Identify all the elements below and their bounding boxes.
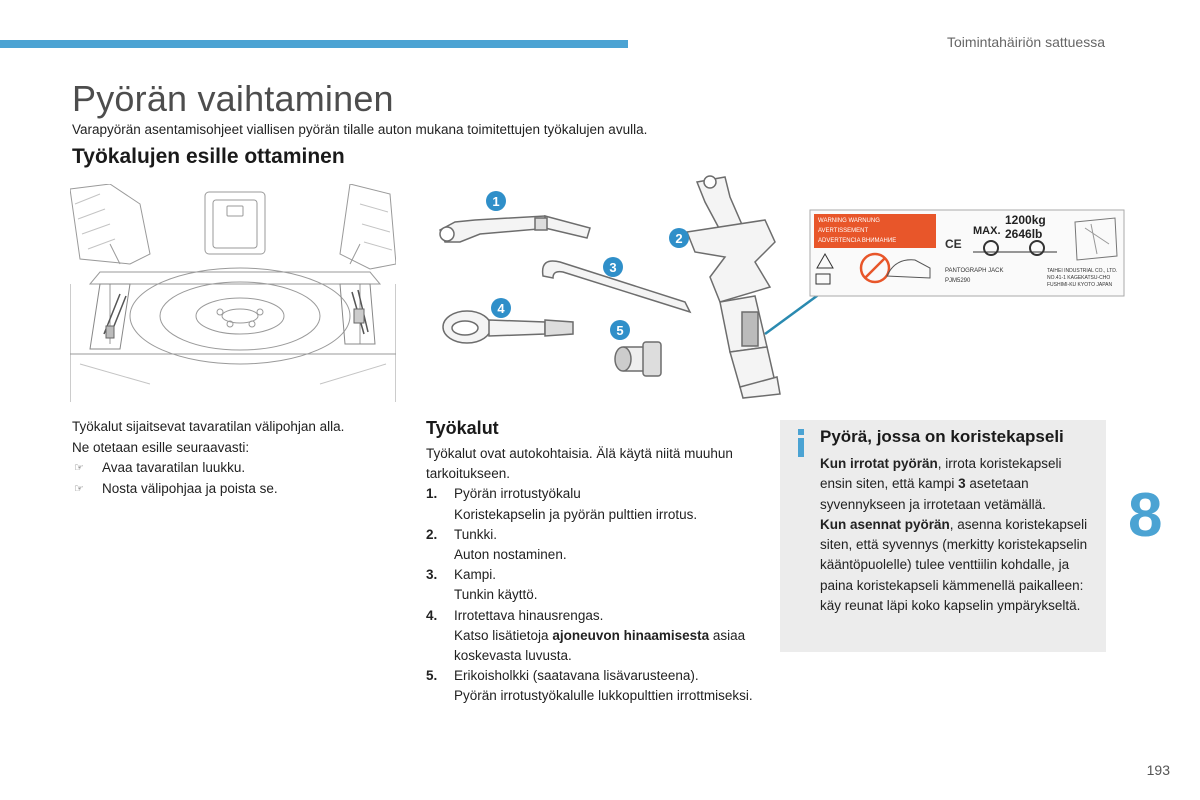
warning-line-2: AVERTISSEMENT (818, 228, 869, 234)
tool-number: 4. (426, 607, 438, 623)
tool-desc: Pyörän irrotustyökalulle lukkopulttien irrottmiseksi. (454, 688, 753, 704)
note-p1-bold: Kun irrotat pyörän (820, 456, 938, 471)
model-code: PJM5290 (945, 278, 971, 284)
tool-number: 3. (426, 567, 438, 583)
section-title: Työkalujen esille ottaminen (72, 145, 345, 168)
tool-item-2 (426, 525, 756, 565)
callout-3 (603, 257, 623, 277)
jack-label (810, 210, 1124, 296)
tool-desc-post: asiaa koskevasta luvusta. (454, 627, 746, 664)
svg-text:CE: CE (945, 237, 962, 251)
intro-text: Varapyörän asentamisohjeet viallisen pyörän tilalle auton mukana toimitettujen työkalujen avulla. (72, 122, 648, 137)
hand-pointer-icon: ☞ (74, 482, 84, 495)
callout-2 (669, 228, 689, 248)
warning-line-3: ADVERTENCIA BHИMAHИE (818, 238, 897, 244)
callout-label-4: 4 (497, 301, 505, 316)
tools-illustration (425, 172, 1135, 400)
tool-desc: Koristekapselin ja pyörän pulttien irrotus. (454, 506, 698, 522)
tools-section (426, 416, 756, 707)
max-kg: 1200kg (1005, 213, 1046, 227)
note-p2-text: , asenna koristekapseli siten, että syvennys (merkitty koristekapselin kääntöpuolelle) tulee venttiilin kohdalle, ja paina koristekapseli kämmenellä paikalleen: käy reunat läpi koko kapselin ympärykseltä. (820, 516, 1088, 614)
towing-chapter-link: ajoneuvon hinaamisesta (552, 627, 710, 643)
socket-drawing (615, 342, 661, 376)
towing-eye-drawing (443, 311, 573, 343)
tools-heading: Työkalut (426, 418, 499, 438)
page-title: Pyörän vaihtaminen (72, 78, 394, 119)
chapter-header: Toimintahäiriön sattuessa (947, 34, 1105, 50)
storage-instructions (72, 417, 392, 499)
jack-drawing (687, 176, 780, 398)
wheel-wrench-drawing (440, 216, 590, 242)
maker-line-3: FUSHIMI-KU KYOTO JAPAN (1047, 282, 1113, 288)
chapter-number: 8 (1128, 481, 1163, 550)
tools-intro: Työkalut ovat autokohtaisia. Älä käytä niitä muuhun tarkoitukseen. (426, 446, 733, 482)
callout-label-1: 1 (492, 194, 500, 209)
max-label: MAX. (973, 225, 1001, 237)
hand-pointer-icon: ☞ (74, 462, 84, 474)
note-p2-bold: Kun asennat pyörän (820, 516, 950, 532)
tool-item-1 (426, 484, 756, 524)
tool-name: Kampi. (454, 567, 497, 583)
bullet-item (72, 479, 392, 500)
note-heading: Pyörä, jossa on koristekapseli (820, 427, 1064, 446)
note-body (820, 454, 1096, 616)
page-number: 193 (1146, 762, 1170, 778)
callout-5 (610, 320, 630, 340)
tool-item-4 (426, 606, 756, 667)
callout-label-5: 5 (616, 323, 624, 338)
tool-desc-pre: Katso lisätietoja (454, 627, 553, 643)
tool-number: 2. (426, 526, 438, 542)
tool-name: Erikoisholkki (saatavana lisävarusteena). (454, 668, 699, 684)
tool-item-5 (426, 666, 756, 706)
tool-number: 1. (426, 486, 438, 502)
bullet-text: Avaa tavaratilan luukku. (102, 460, 246, 475)
tool-number: 5. (426, 668, 438, 684)
warning-line-1: WARNING WARNUNG (818, 218, 880, 224)
header-accent-bar (0, 40, 628, 48)
tool-item-3 (426, 565, 756, 605)
tool-desc: Auton nostaminen. (454, 547, 567, 563)
callout-4 (491, 298, 511, 318)
bullet-item (72, 458, 392, 479)
tool-name: Tunkki. (454, 526, 498, 542)
storage-text-2: Ne otetaan esille seuraavasti: (72, 439, 250, 455)
callout-1 (486, 191, 506, 211)
label-leader-line (765, 290, 825, 334)
info-icon (796, 429, 806, 457)
tool-desc: Tunkin käyttö. (454, 587, 538, 603)
trunk-illustration (70, 184, 396, 402)
max-lb: 2646lb (1005, 227, 1043, 241)
storage-text-1: Työkalut sijaitsevat tavaratilan välipohjan alla. (72, 419, 345, 434)
callout-label-2: 2 (675, 231, 683, 246)
maker-line-1: TAIHEI INDUSTRIAL CO., LTD. (1047, 268, 1118, 274)
callout-label-3: 3 (609, 260, 617, 275)
note-p1-bold2: 3 (958, 476, 966, 492)
note-p1-b: asetetaan syvennykseen ja irrotetaan vetämällä. (820, 476, 1046, 512)
bullet-text: Nosta välipohjaa ja poista se. (102, 480, 278, 496)
tool-name: Pyörän irrotustyökalu (454, 486, 581, 502)
note-p1-a: , irrota koristekapseli ensin siten, että kampi (820, 456, 1062, 492)
model-name: PANTOGRAPH JACK (945, 268, 1004, 274)
maker-line-2: NO.41-1 KAGEKATSU-CHO (1047, 275, 1111, 281)
info-note-box (780, 420, 1106, 652)
tool-name: Irrotettava hinausrengas. (454, 607, 604, 623)
